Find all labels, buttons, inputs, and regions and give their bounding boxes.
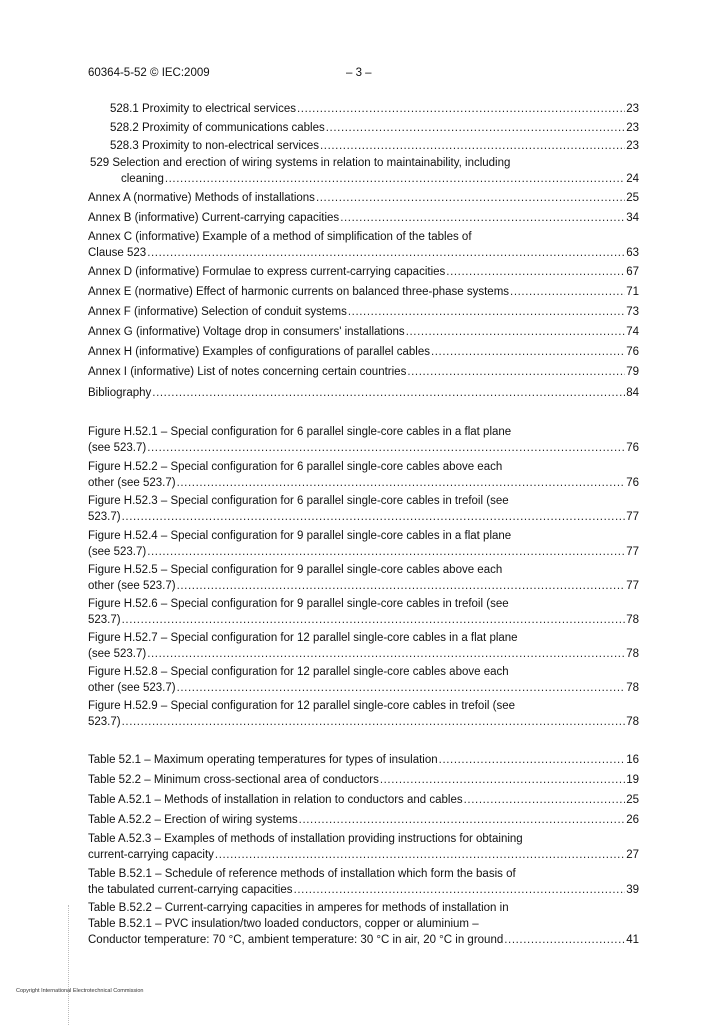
table-entry[interactable]: Table B.52.2 – Current-carrying capacities in amperes for methods of installation in Table B.52.1 – PVC insulation/two loaded conductors, copper or aluminium – Conductor temperature: 70 °C, ambient temperature: 30 °C in air, 20 °C in ground ..... 41 (88, 900, 639, 948)
toc-entry-annex-f[interactable]: Annex F (informative) Selection of conduit systems ..... 73 (88, 304, 639, 320)
toc-entry-bibliography[interactable]: Bibliography ..... 84 (88, 385, 639, 401)
page-number: – 3 – (346, 67, 372, 79)
toc-entry-annex-h[interactable]: Annex H (informative) Examples of configurations of parallel cables ..... 76 (88, 344, 639, 360)
figure-entry[interactable]: Figure H.52.8 – Special configuration for 12 parallel single-core cables above each other (see 523.7) ..... 78 (88, 664, 639, 696)
copyright-notice: Copyright International Electrotechnical Commission (16, 988, 144, 994)
toc-entry-529[interactable]: 529 Selection and erection of wiring systems in relation to maintainability, including cleaning ..... 24 (88, 155, 639, 187)
figure-entry[interactable]: Figure H.52.2 – Special configuration for 6 parallel single-core cables above each other (see 523.7) ..... 76 (88, 459, 639, 491)
figure-entry[interactable]: Figure H.52.4 – Special configuration for 9 parallel single-core cables in a flat plane (see 523.7) ..... 77 (88, 528, 639, 560)
figure-entry[interactable]: Figure H.52.3 – Special configuration for 6 parallel single-core cables in trefoil (see 523.7) ..... 77 (88, 493, 639, 525)
toc-entry-528-1[interactable]: 528.1 Proximity to electrical services ..... 23 (88, 101, 639, 117)
table-entry[interactable]: Table A.52.3 – Examples of methods of installation providing instructions for obtaining current-carrying capacity ..... 27 (88, 831, 639, 863)
toc-entry-annex-c[interactable]: Annex C (informative) Example of a method of simplification of the tables of Clause 523 ..... 63 (88, 229, 639, 261)
toc-entry-annex-g[interactable]: Annex G (informative) Voltage drop in consumers' installations ..... 74 (88, 324, 639, 340)
page-header (88, 67, 372, 79)
figure-entry[interactable]: Figure H.52.1 – Special configuration for 6 parallel single-core cables in a flat plane (see 523.7) ..... 76 (88, 424, 639, 456)
toc-entry-annex-e[interactable]: Annex E (normative) Effect of harmonic currents on balanced three-phase systems ..... 71 (88, 284, 639, 300)
table-entry[interactable]: Table B.52.1 – Schedule of reference methods of installation which form the basis of the tabulated current-carrying capacities ..... 39 (88, 866, 639, 898)
figure-entry[interactable]: Figure H.52.7 – Special configuration for 12 parallel single-core cables in a flat plane (see 523.7) ..... 78 (88, 630, 639, 662)
table-entry[interactable]: Table A.52.1 – Methods of installation in relation to conductors and cables ..... 25 (88, 792, 639, 808)
table-entry[interactable]: Table 52.1 – Maximum operating temperatures for types of insulation ..... 16 (88, 752, 639, 768)
toc-entry-annex-a[interactable]: Annex A (normative) Methods of installations ..... 25 (88, 190, 639, 206)
table-entry[interactable]: Table 52.2 – Minimum cross-sectional area of conductors ..... 19 (88, 772, 639, 788)
toc-entry-annex-d[interactable]: Annex D (informative) Formulae to express current-carrying capacities ..... 67 (88, 264, 639, 280)
toc-entry-528-2[interactable]: 528.2 Proximity of communications cables ..... 23 (88, 120, 639, 136)
standard-reference: 60364-5-52 © IEC:2009 (88, 67, 210, 79)
figure-entry[interactable]: Figure H.52.9 – Special configuration for 12 parallel single-core cables in trefoil (see 523.7) ..... 78 (88, 698, 639, 730)
figure-entry[interactable]: Figure H.52.6 – Special configuration for 9 parallel single-core cables in trefoil (see 523.7) ..... 78 (88, 596, 639, 628)
table-entry[interactable]: Table A.52.2 – Erection of wiring systems ..... 26 (88, 812, 639, 828)
toc-entry-annex-i[interactable]: Annex I (informative) List of notes concerning certain countries ..... 79 (88, 364, 639, 380)
margin-mark (68, 905, 81, 1025)
figure-entry[interactable]: Figure H.52.5 – Special configuration for 9 parallel single-core cables above each other (see 523.7) ..... 77 (88, 562, 639, 594)
toc-entry-528-3[interactable]: 528.3 Proximity to non-electrical services ..... 23 (88, 138, 639, 154)
toc-entry-annex-b[interactable]: Annex B (informative) Current-carrying capacities ..... 34 (88, 210, 639, 226)
